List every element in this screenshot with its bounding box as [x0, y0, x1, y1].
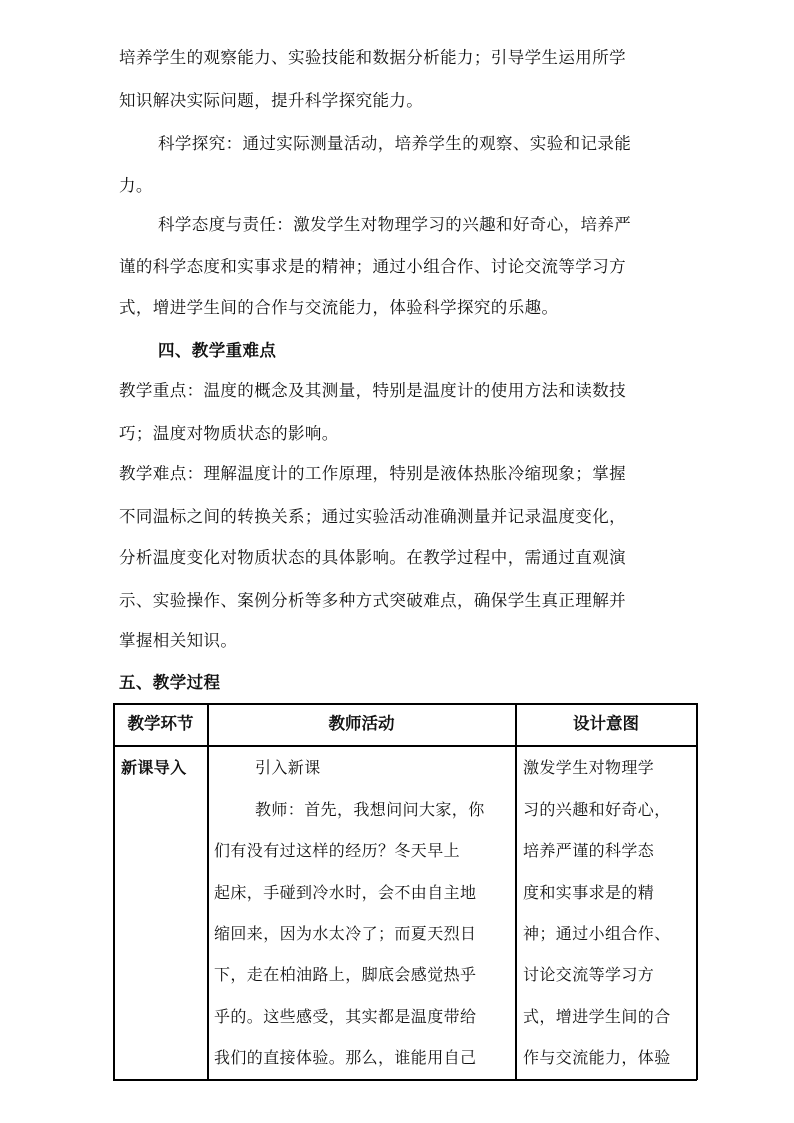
- paragraph-line: 分析温度变化对物质状态的具体影响。在教学过程中，需通过直观演: [119, 548, 626, 567]
- table-cell-line: 们有没有过这样的经历？冬天早上: [214, 841, 461, 860]
- paragraph-line: 科学探究：通过实际测量活动，培养学生的观察、实验和记录能: [158, 134, 632, 153]
- table-rule: [113, 703, 697, 705]
- table-rule: [113, 1079, 697, 1081]
- table-rule: [113, 745, 697, 747]
- table-cell-line: 缩回来，因为水太冷了；而夏天烈日: [214, 924, 477, 943]
- table-cell-stage: 新课导入: [121, 758, 187, 777]
- paragraph-line: 式，增进学生间的合作与交流能力，体验科学探究的乐趣。: [119, 298, 559, 317]
- table-cell-line: 教师：首先，我想问问大家，你: [255, 800, 485, 819]
- table-rule: [696, 703, 698, 1080]
- paragraph-line: 巧；温度对物质状态的影响。: [119, 424, 339, 443]
- table-cell-line: 习的兴趣和好奇心，: [523, 800, 671, 819]
- paragraph-line: 知识解决实际问题，提升科学探究能力。: [119, 91, 424, 110]
- table-cell-line: 激发学生对物理学: [523, 758, 655, 777]
- paragraph-line: 培养学生的观察能力、实验技能和数据分析能力；引导学生运用所学: [119, 48, 626, 67]
- paragraph-line: 示、实验操作、案例分析等多种方式突破难点，确保学生真正理解并: [119, 591, 626, 610]
- table-cell-line: 讨论交流等学习方: [523, 965, 655, 984]
- paragraph-line: 不同温标之间的转换关系；通过实验活动准确测量并记录温度变化，: [119, 507, 626, 526]
- table-cell-line: 神；通过小组合作、: [523, 924, 671, 943]
- table-cell-line: 起床，手碰到冷水时，会不由自主地: [214, 883, 477, 902]
- paragraph-line: 掌握相关知识。: [119, 631, 238, 650]
- paragraph-line: 谨的科学态度和实事求是的精神；通过小组合作、讨论交流等学习方: [119, 257, 626, 276]
- table-rule: [113, 703, 115, 1080]
- table-rule: [207, 703, 209, 1080]
- table-cell-line: 度和实事求是的精: [523, 883, 655, 902]
- table-cell-line: 我们的直接体验。那么，谁能用自己: [214, 1048, 477, 1067]
- section-heading: 四、教学重难点: [158, 341, 277, 360]
- table-cell-line: 乎的。这些感受，其实都是温度带给: [214, 1007, 477, 1026]
- paragraph-line: 教学重点：温度的概念及其测量，特别是温度计的使用方法和读数技: [119, 381, 626, 400]
- table-cell-line: 培养严谨的科学态: [523, 841, 655, 860]
- table-cell-line: 下，走在柏油路上，脚底会感觉热乎: [214, 965, 477, 984]
- table-rule: [515, 703, 517, 1080]
- table-header-cell: 教学环节: [127, 714, 194, 733]
- table-header-cell: 设计意图: [573, 714, 639, 733]
- paragraph-line: 力。: [119, 176, 153, 195]
- table-cell-line: 引入新课: [255, 758, 321, 777]
- section-heading: 五、教学过程: [119, 673, 221, 692]
- paragraph-line: 教学难点：理解温度计的工作原理，特别是液体热胀冷缩现象；掌握: [119, 464, 626, 483]
- paragraph-line: 科学态度与责任：激发学生对物理学习的兴趣和好奇心，培养严: [158, 215, 632, 234]
- table-header-cell: 教师活动: [328, 714, 395, 733]
- table-cell-line: 作与交流能力，体验: [523, 1048, 671, 1067]
- table-cell-line: 式，增进学生间的合: [523, 1007, 671, 1026]
